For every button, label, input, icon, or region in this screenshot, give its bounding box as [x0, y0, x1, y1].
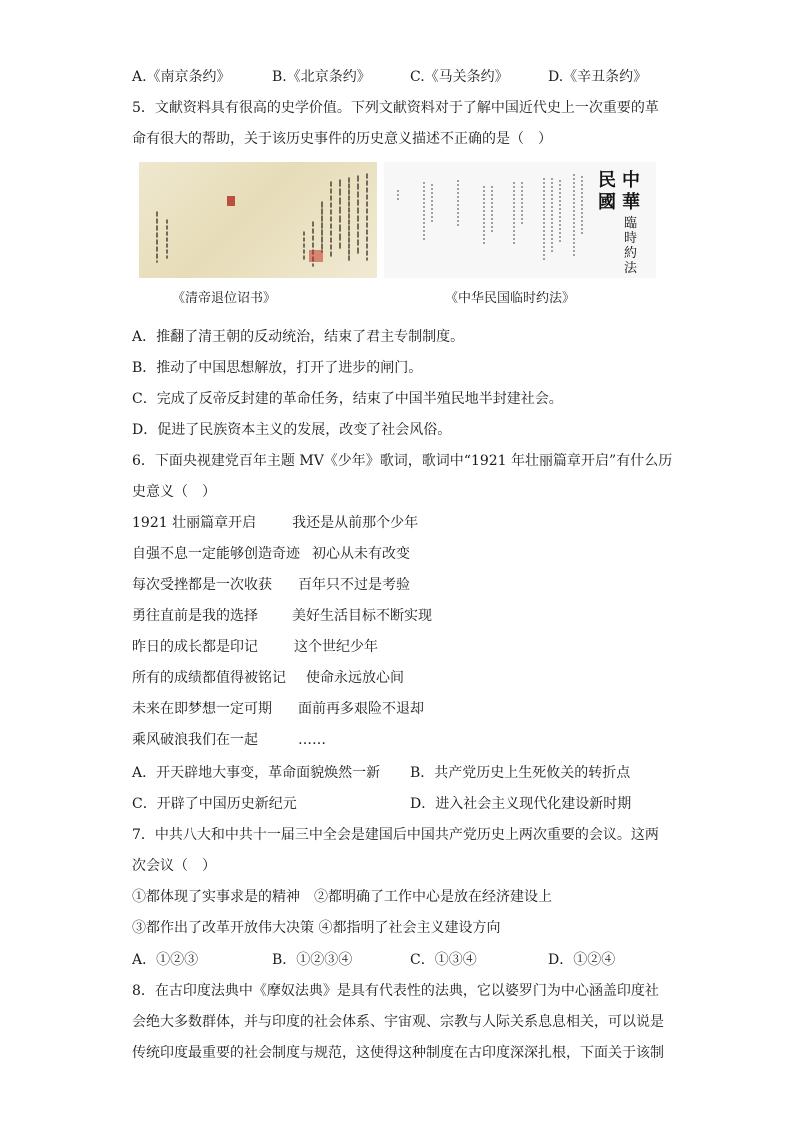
- lyric-part-b: 面前再多艰险不退却: [298, 701, 424, 717]
- lyric-line: [132, 513, 418, 533]
- q5-option-a: A．推翻了清王朝的反动统治，结束了君主专制制度。: [132, 329, 465, 345]
- constitution-title-col2: 民國: [598, 170, 616, 213]
- lyric-part-a: 未来在即梦想一定可期: [132, 701, 272, 717]
- abdication-edict-image: [139, 162, 377, 278]
- q4-option-b: B.《北京条约》: [272, 69, 371, 85]
- q7-stem-line1: 7．中共八大和中共十一届三中全会是建国后中国共产党历史上两次重要的会议。这两: [132, 827, 659, 843]
- lyric-part-b: 我还是从前那个少年: [292, 515, 419, 531]
- q5-option-d: D．促进了民族资本主义的发展，改变了社会风俗。: [132, 422, 452, 438]
- lyric-line: [132, 544, 410, 564]
- constitution-title-col1: 中華: [622, 170, 640, 213]
- lyric-part-b: 使命永远放心间: [306, 670, 404, 686]
- constitution-subtitle: 臨時約法: [624, 216, 638, 276]
- q5-option-b: B．推动了中国思想解放，打开了进步的闸门。: [132, 360, 423, 376]
- lyric-part-b: ……: [298, 732, 326, 748]
- lyric-part-a: 自强不息一定能够创造奇迹: [132, 546, 300, 562]
- q4-option-c: C.《马关条约》: [410, 69, 509, 85]
- lyric-part-a: 1921 壮丽篇章开启: [132, 515, 257, 531]
- lyric-part-b: 美好生活目标不断实现: [292, 608, 432, 624]
- figure-abdication-edict: [139, 162, 377, 278]
- lyric-part-a: 每次受挫都是一次收获: [132, 577, 272, 593]
- figure-provisional-constitution: [384, 162, 656, 278]
- q8-line3: 传统印度最重要的社会制度与规范，这使得这种制度在古印度深深扎根，下面关于该制: [132, 1045, 664, 1061]
- q6-option-d: D．进入社会主义现代化建设新时期: [410, 796, 632, 812]
- q4-option-d: D.《辛丑条约》: [548, 69, 648, 85]
- q7-option-b: B．①②③④: [272, 952, 353, 968]
- q7-option-a: A．①②③: [132, 952, 199, 968]
- q5-stem-line1: 5．文献资料具有很高的史学价值。下列文献资料对于了解中国近代史上一次重要的革: [132, 100, 659, 116]
- lyric-line: [132, 699, 424, 719]
- lyric-line: [132, 575, 410, 595]
- lyric-line: [132, 606, 432, 626]
- q8-line2: 会绝大多数群体，并与印度的社会体系、宇宙观、宗教与人际关系息息相关，可以说是: [132, 1014, 664, 1030]
- q6-option-a: A．开天辟地大事变，革命面貌焕然一新: [132, 765, 381, 781]
- q7-option-c: C．①③④: [410, 952, 477, 968]
- q7-statements-line1: ①都体现了实事求是的精神 ②都明确了工作中心是放在经济建设上: [132, 889, 552, 905]
- q6-stem-line2: 史意义（ ）: [132, 484, 216, 500]
- q7-stem-line2: 次会议（ ）: [132, 858, 216, 874]
- lyric-part-a: 昨日的成长都是印记: [132, 639, 258, 655]
- q7-option-d: D．①②④: [548, 952, 616, 968]
- q6-option-b: B．共产党历史上生死攸关的转折点: [410, 765, 631, 781]
- lyric-part-b: 百年只不过是考验: [298, 577, 410, 593]
- caption-abdication-edict: 《清帝退位诏书》: [172, 291, 277, 306]
- q5-stem-line2: 命有很大的帮助，关于该历史事件的历史意义描述不正确的是（ ）: [132, 131, 552, 147]
- q4-option-a: A.《南京条约》: [132, 69, 231, 85]
- q8-line1: 8．在古印度法典中《摩奴法典》是具有代表性的法典，它以婆罗门为中心涵盖印度社: [132, 983, 659, 999]
- lyric-line: [132, 730, 326, 750]
- lyric-part-a: 乘风破浪我们在一起: [132, 732, 258, 748]
- lyric-line: [132, 637, 378, 657]
- lyric-line: [132, 668, 404, 688]
- q6-stem-line1: 6．下面央视建党百年主题 MV《少年》歌词，歌词中“1921 年壮丽篇章开启”有什么历: [132, 453, 673, 469]
- q6-option-c: C．开辟了中国历史新纪元: [132, 796, 297, 812]
- lyric-part-a: 所有的成绩都值得被铭记: [132, 670, 286, 686]
- lyric-part-b: 初心从未有改变: [312, 546, 410, 562]
- caption-provisional-constitution: 《中华民国临时约法》: [445, 291, 576, 306]
- q5-option-c: C．完成了反帝反封建的革命任务，结束了中国半殖民地半封建社会。: [132, 391, 563, 407]
- lyric-part-a: 勇往直前是我的选择: [132, 608, 258, 624]
- lyric-part-b: 这个世纪少年: [294, 639, 378, 655]
- q7-statements-line2: ③都作出了改革开放伟大决策 ④都指明了社会主义建设方向: [132, 920, 501, 936]
